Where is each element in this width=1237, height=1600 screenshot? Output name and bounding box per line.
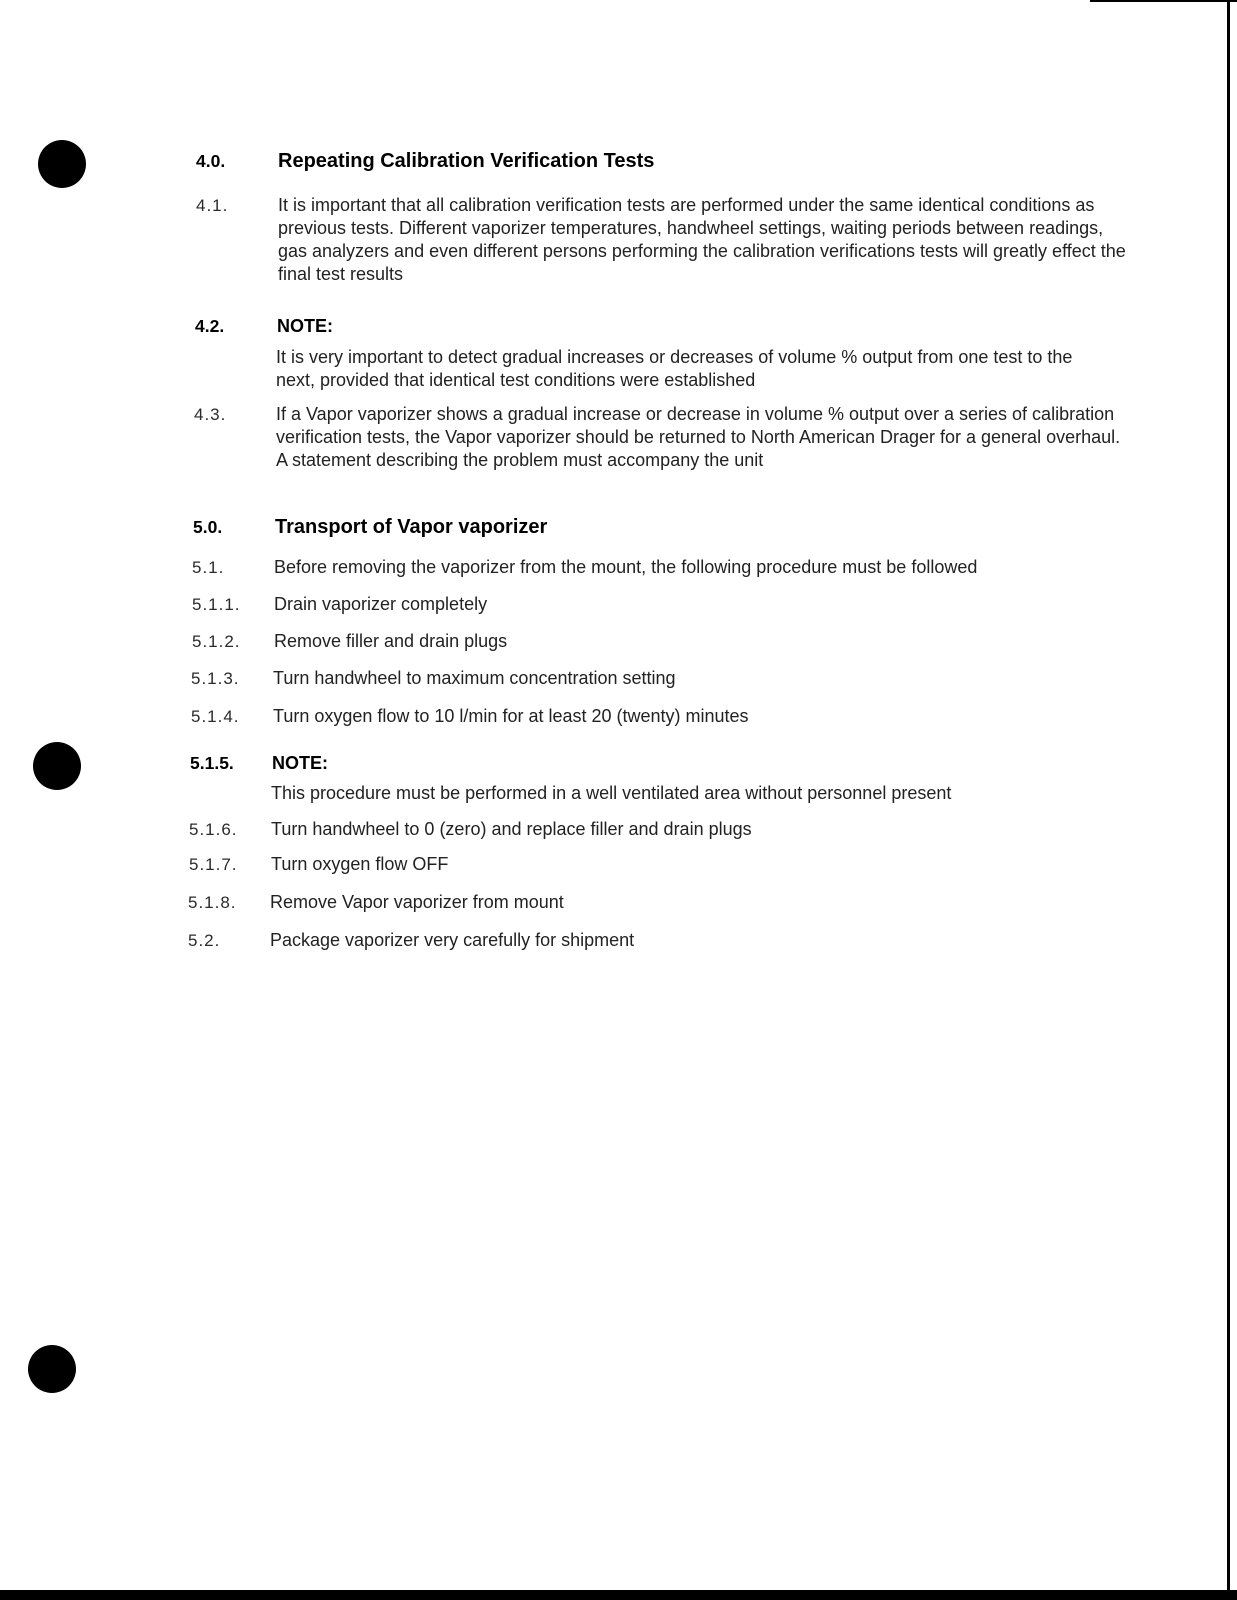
section-number: 5.0.: [193, 517, 223, 537]
step-5-1-1: [192, 593, 1124, 616]
paragraph-text: If a Vapor vaporizer shows a gradual increase or decrease in volume % output over a series of calibration verification tests, the Vapor vaporizer should be returned to North American Drager for a general overhaul. A statement describing the problem must accompany the unit: [276, 404, 1121, 470]
paragraph-number: 5.2.: [188, 931, 221, 950]
section-heading-4-0: [196, 150, 1128, 173]
step-5-1-6: [189, 818, 1121, 841]
step-number: 5.1.3.: [191, 669, 240, 688]
step-text: Turn oxygen flow OFF: [271, 854, 449, 874]
punch-hole-top: [38, 140, 86, 188]
step-5-1-8: [188, 891, 1120, 914]
note-number: 4.2.: [195, 316, 225, 336]
step-text: Drain vaporizer completely: [274, 594, 488, 614]
scan-edge-top: [1090, 0, 1237, 2]
step-number: 5.1.6.: [189, 820, 238, 839]
punch-hole-middle: [33, 742, 81, 790]
paragraph-number: 5.1.: [192, 558, 225, 577]
step-number: 5.1.2.: [192, 632, 241, 651]
step-5-1-7: [189, 853, 1121, 876]
step-number: 5.1.4.: [191, 707, 240, 726]
paragraph-text: Package vaporizer very carefully for shipment: [270, 930, 635, 950]
step-5-1-3: [191, 667, 1123, 690]
step-text: Turn handwheel to 0 (zero) and replace filler and drain plugs: [271, 819, 752, 839]
paragraph-4-3: [194, 403, 1126, 472]
note-text-5-1-5: This procedure must be performed in a well ventilated area without personnel present: [271, 783, 952, 803]
note-5-1-5: [190, 752, 1122, 775]
section-title: Repeating Calibration Verification Tests: [278, 150, 655, 172]
paragraph-number: 4.3.: [194, 405, 227, 424]
paragraph-number: 4.1.: [196, 196, 229, 215]
section-heading-5-0: [193, 516, 1125, 539]
note-number: 5.1.5.: [190, 753, 234, 773]
paragraph-5-2: [188, 929, 1120, 952]
step-number: 5.1.1.: [192, 595, 241, 614]
paragraph-text: Before removing the vaporizer from the mount, the following procedure must be followed: [274, 557, 978, 577]
scan-edge-bottom: [0, 1590, 1237, 1600]
section-title: Transport of Vapor vaporizer: [275, 516, 548, 538]
step-text: Turn oxygen flow to 10 l/min for at least 20 (twenty) minutes: [273, 706, 749, 726]
step-text: Turn handwheel to maximum concentration setting: [273, 668, 676, 688]
paragraph-5-1: [192, 556, 1124, 579]
note-label: NOTE:: [272, 753, 328, 773]
step-number: 5.1.7.: [189, 855, 238, 874]
paragraph-text: It is important that all calibration verification tests are performed under the same identical conditions as previous tests. Different vaporizer temperatures, handwheel settings, waiting periods between readings, gas analyzers and even different persons performing the calibration verifications tests will greatly effect the final test results: [278, 195, 1126, 284]
step-text: Remove Vapor vaporizer from mount: [270, 892, 564, 912]
step-5-1-4: [191, 705, 1123, 728]
note-text-4-2: It is very important to detect gradual increases or decreases of volume % output from one test to the next, provided that identical test conditions were established: [276, 347, 1073, 390]
note-label: NOTE:: [277, 316, 333, 336]
paragraph-4-1: [196, 194, 1128, 286]
step-5-1-2: [192, 630, 1124, 653]
note-4-2: [195, 315, 1127, 338]
step-number: 5.1.8.: [188, 893, 237, 912]
punch-hole-bottom: [28, 1345, 76, 1393]
section-number: 4.0.: [196, 151, 226, 171]
scan-edge-right: [1227, 0, 1230, 1600]
step-text: Remove filler and drain plugs: [274, 631, 508, 651]
